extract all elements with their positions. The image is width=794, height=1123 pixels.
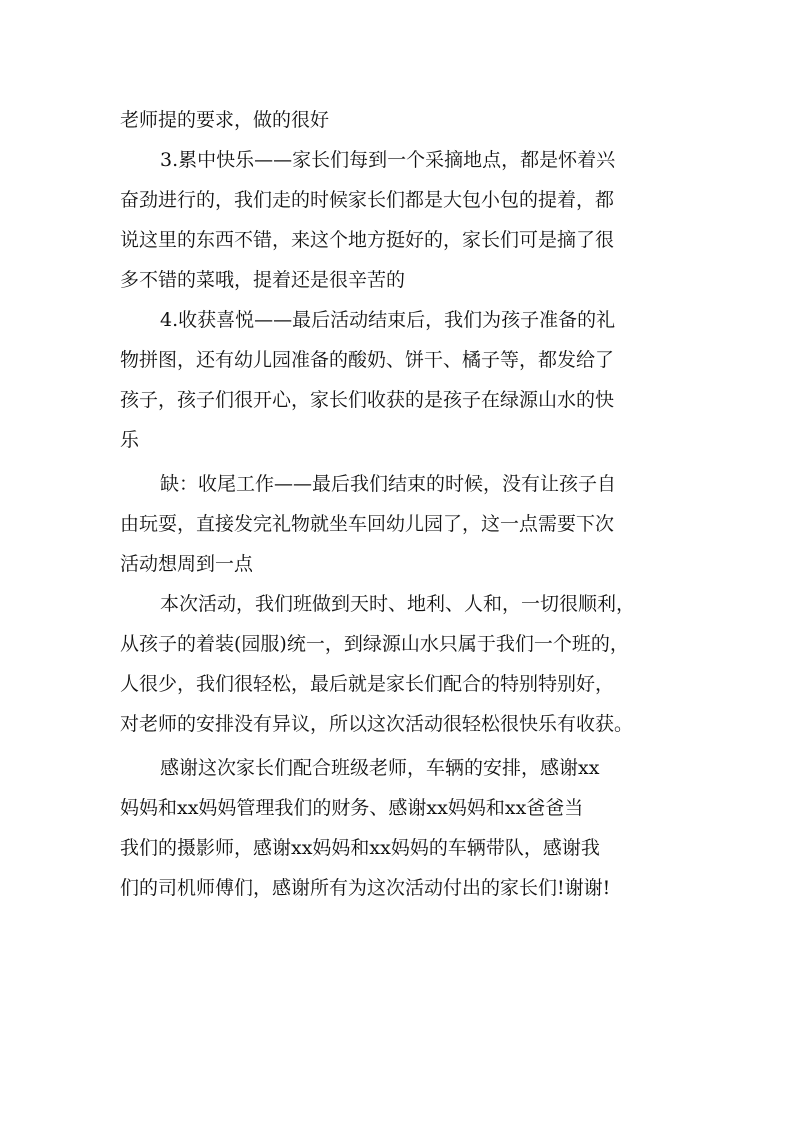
paragraph-1 — [120, 100, 686, 140]
paragraph-line: 从孩子的着装(园服)统一，到绿源山水只属于我们一个班的， — [120, 633, 629, 655]
paragraph-line: 4.收获喜悦——最后活动结束后，我们为孩子准备的礼 — [160, 309, 616, 331]
paragraph-line: 物拼图，还有幼儿园准备的酸奶、饼干、橘子等，都发给了 — [120, 349, 615, 371]
paragraph-line: 老师提的要求，做的很好 — [120, 109, 330, 131]
paragraph-3 — [120, 300, 686, 460]
paragraph-line: 奋劲进行的，我们走的时候家长们都是大包小包的提着，都 — [120, 189, 615, 211]
document-body — [120, 100, 686, 908]
paragraph-2 — [120, 140, 686, 300]
paragraph-line: 3.累中快乐——家长们每到一个采摘地点，都是怀着兴 — [160, 149, 616, 171]
paragraph-line: 人很少，我们很轻松，最后就是家长们配合的特别特别好， — [120, 673, 615, 695]
paragraph-line: 由玩耍，直接发完礼物就坐车回幼儿园了，这一点需要下次 — [120, 513, 615, 535]
paragraph-line: 对老师的安排没有异议，所以这次活动很轻松很快乐有收获。 — [120, 713, 634, 735]
paragraph-line: 妈妈和xx妈妈管理我们的财务、感谢xx妈妈和xx爸爸当 — [120, 797, 584, 819]
paragraph-line: 活动想周到一点 — [120, 553, 254, 575]
paragraph-line: 多不错的菜哦，提着还是很辛苦的 — [120, 269, 406, 291]
paragraph-line: 我们的摄影师，感谢xx妈妈和xx妈妈的车辆带队，感谢我 — [120, 837, 600, 859]
paragraph-line: 缺：收尾工作——最后我们结束的时候，没有让孩子自 — [160, 473, 617, 495]
paragraph-6 — [120, 748, 686, 908]
paragraph-line: 说这里的东西不错，来这个地方挺好的，家长们可是摘了很 — [120, 229, 615, 251]
paragraph-line: 本次活动，我们班做到天时、地利、人和，一切很顺利， — [160, 593, 636, 615]
paragraph-line: 感谢这次家长们配合班级老师，车辆的安排，感谢xx — [160, 757, 600, 779]
paragraph-line: 孩子，孩子们很开心，家长们收获的是孩子在绿源山水的快 — [120, 389, 615, 411]
paragraph-line: 乐 — [120, 429, 140, 451]
paragraph-4 — [120, 464, 686, 584]
paragraph-line: 们的司机师傅们，感谢所有为这次活动付出的家长们!谢谢! — [120, 877, 611, 899]
paragraph-5 — [120, 584, 686, 744]
